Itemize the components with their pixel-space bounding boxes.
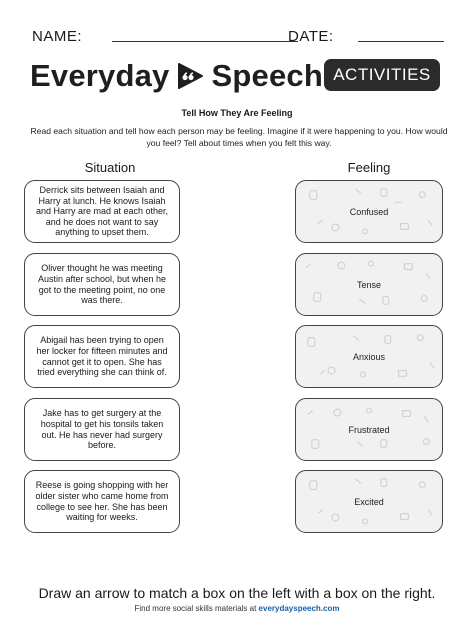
situation-card[interactable]: Reese is going shopping with her older sister who came home from college to see her. She has been waiting for weeks. (24, 470, 180, 533)
feeling-label: Frustrated (348, 424, 390, 435)
feeling-card[interactable] (295, 253, 443, 316)
worksheet-instructions: Read each situation and tell how each person may be feeling. Imagine if it were happening to you. How would you feel? Tell about times when you felt this way. (30, 126, 448, 148)
situation-card[interactable]: Derrick sits between Isaiah and Harry at lunch. He knows Isaiah and Harry are mad at each other, and he does not want to say anything to upset them. (24, 180, 180, 243)
feeling-label: Anxious (352, 351, 386, 362)
feeling-column-header: Feeling (347, 160, 391, 175)
name-date-row (30, 26, 444, 46)
activities-badge: ACTIVITIES (324, 59, 440, 91)
name-line[interactable] (112, 41, 298, 42)
situation-card[interactable]: Abigail has been trying to open her locker for fifteen minutes and cannot get it to open. She has tried everything she can think of. (24, 325, 180, 388)
feeling-card[interactable] (295, 325, 443, 388)
feeling-label: Tense (356, 279, 382, 290)
feeling-label: Confused (349, 206, 389, 217)
feeling-card[interactable] (295, 398, 443, 461)
feeling-card[interactable] (295, 180, 443, 243)
name-label: NAME: (32, 28, 83, 45)
situation-column-header: Situation (84, 160, 136, 175)
logo-word-speech: Speech (211, 58, 323, 93)
footer-instruction: Draw an arrow to match a box on the left with a box on the right. (38, 585, 436, 601)
date-label: DATE: (288, 28, 334, 45)
footer-link[interactable]: everydayspeech.com (258, 604, 340, 613)
worksheet-title: Tell How They Are Feeling (181, 108, 293, 118)
speech-play-icon (175, 61, 205, 91)
situation-card[interactable]: Oliver thought he was meeting Austin after school, but when he got to the meeting point, no one was there. (24, 253, 180, 316)
feeling-card[interactable] (295, 470, 443, 533)
footer-more (0, 604, 474, 613)
date-line[interactable] (358, 41, 444, 42)
logo-word-everyday: Everyday (30, 58, 170, 93)
situation-card[interactable]: Jake has to get surgery at the hospital to get his tonsils taken out. He has never had surgery before. (24, 398, 180, 461)
feeling-label: Excited (354, 496, 384, 507)
everyday-speech-logo (30, 56, 323, 96)
footer-more-text: Find more social skills materials at (134, 604, 257, 613)
